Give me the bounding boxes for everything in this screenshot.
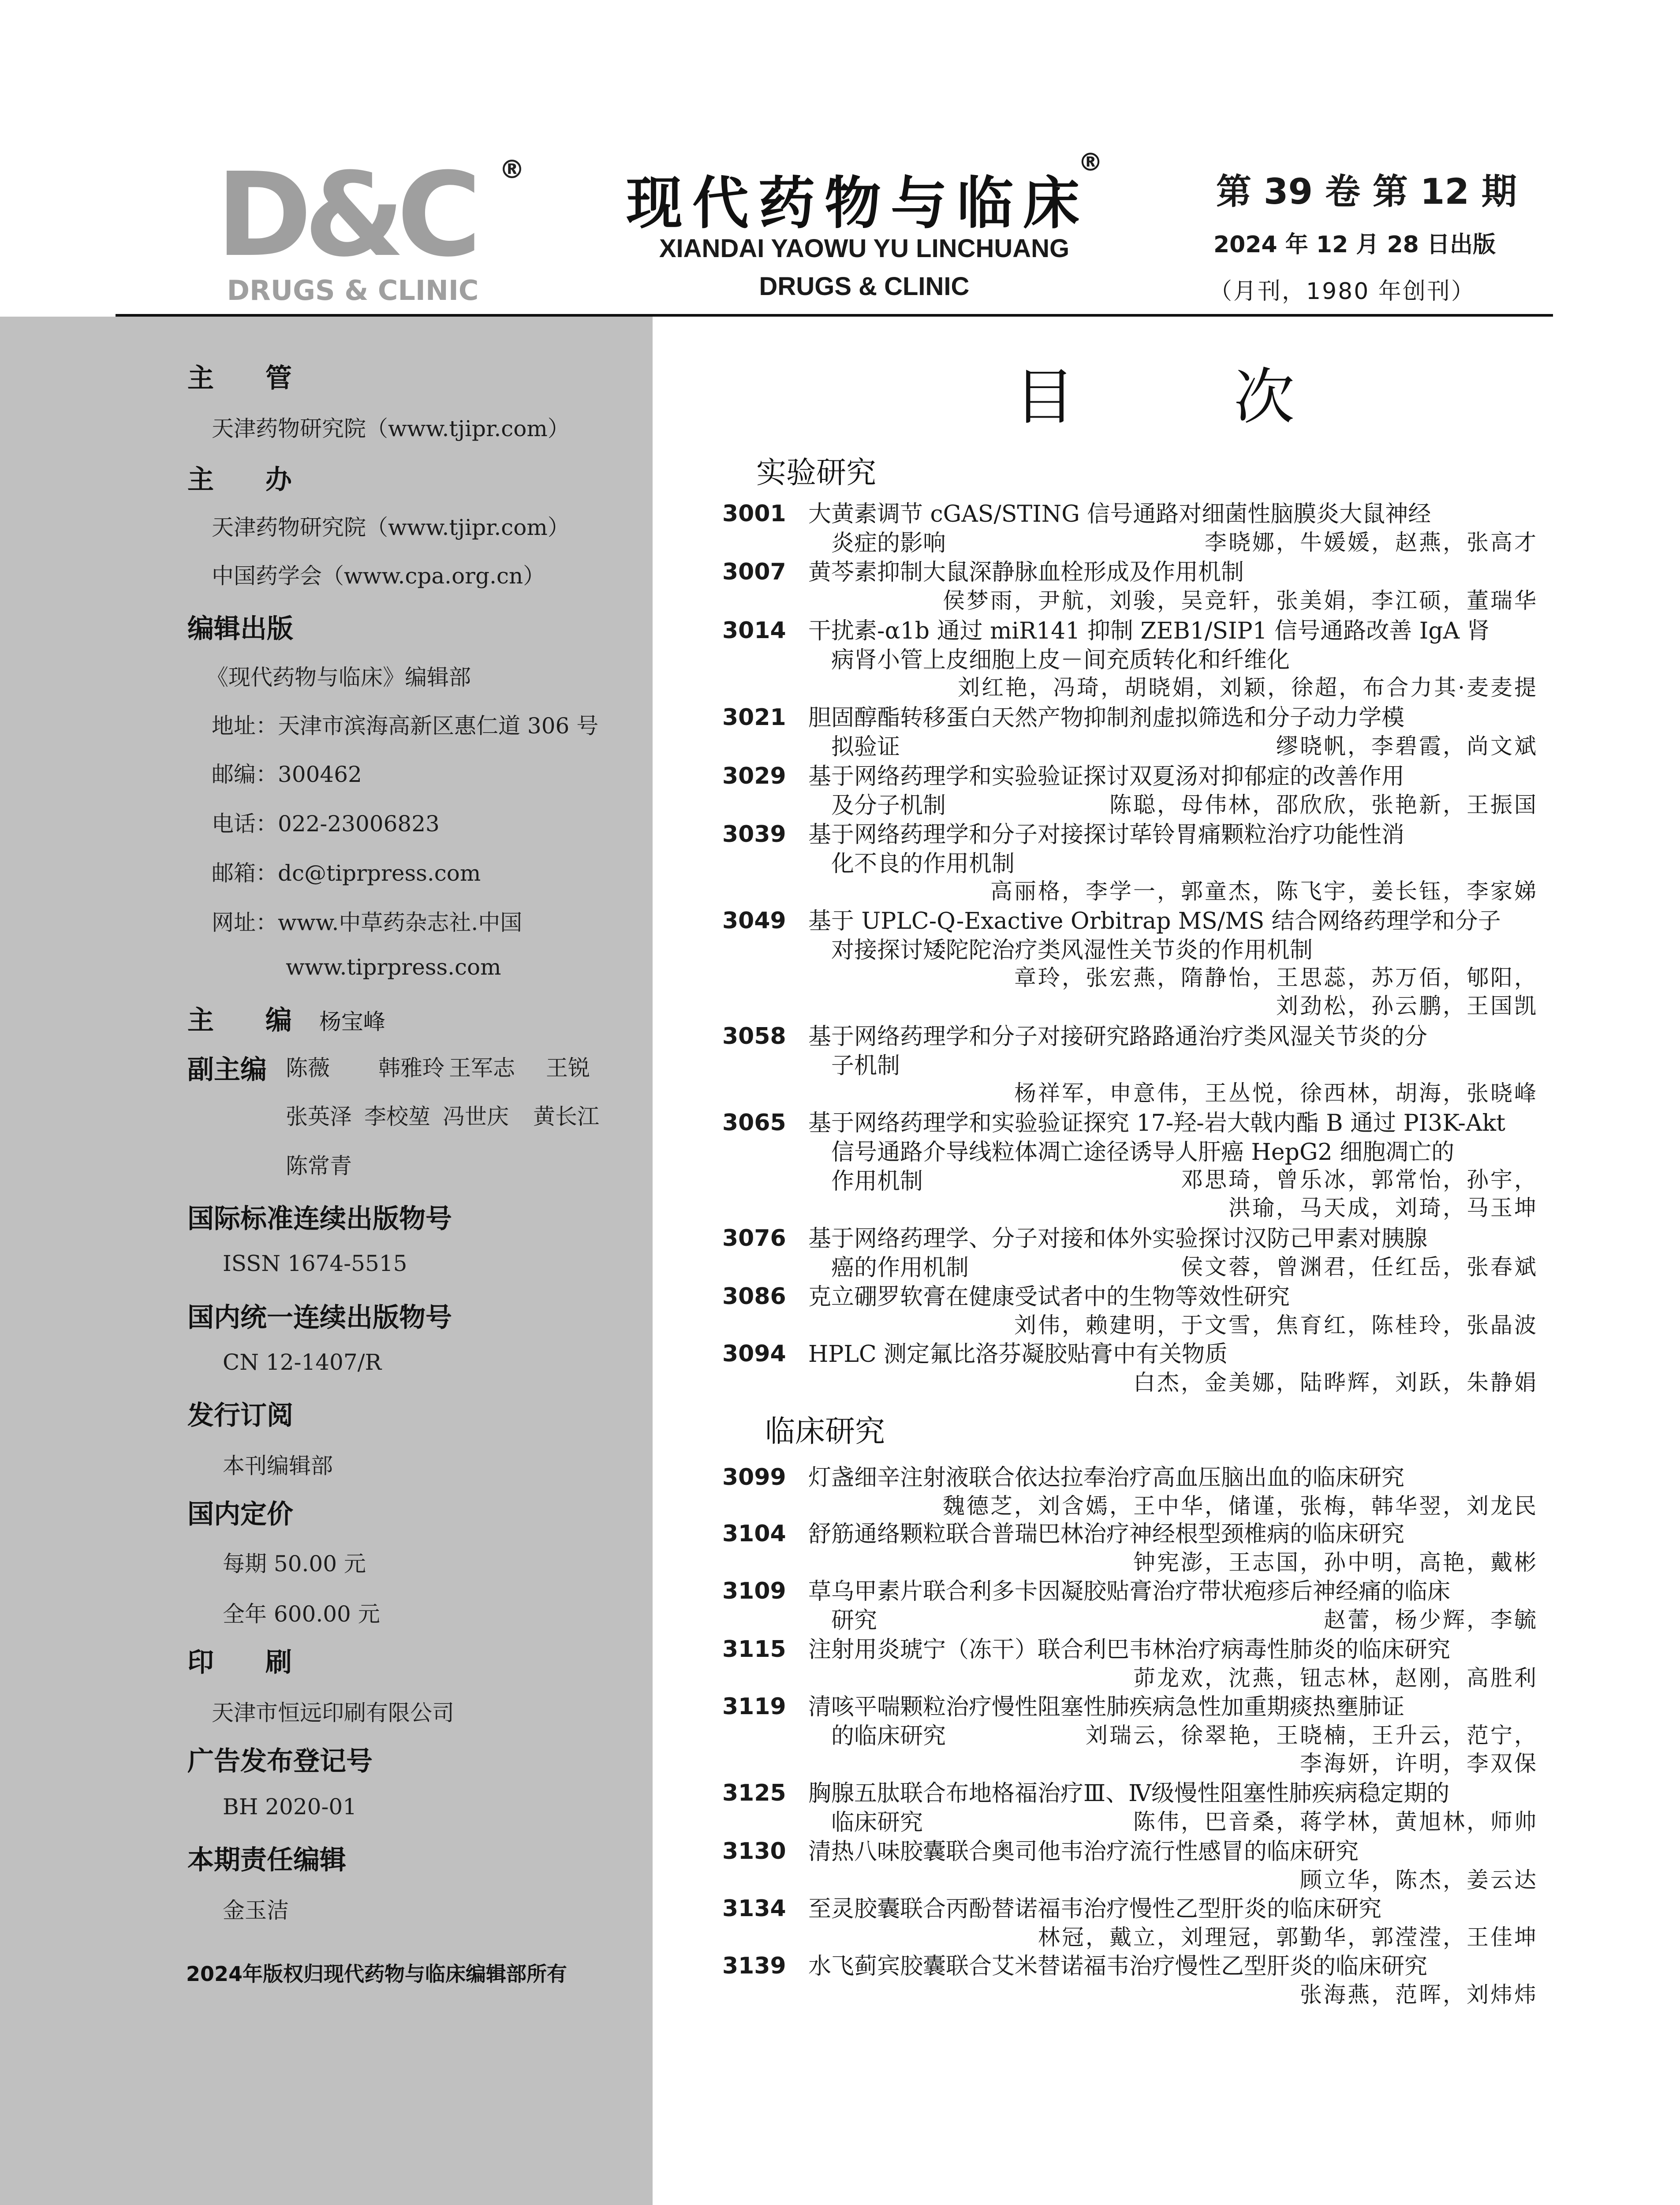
article-authors: 洪瑜，马天成，刘琦，马玉坤 — [1228, 1195, 1538, 1221]
article-authors: 刘红艳，冯琦，胡晓娟，刘颖，徐超，布合力其·麦麦提 — [958, 675, 1538, 700]
page-number: 3058 — [722, 1023, 786, 1050]
article-title: 注射用炎琥宁（冻干）联合利巴韦林治疗病毒性肺炎的临床研究 — [808, 1637, 1451, 1663]
article-title: 基于网络药理学和分子对接研究路路通治疗类风湿关节炎的分 子机制 — [808, 1024, 1428, 1079]
article-authors: 侯文蓉，曾渊君，任红岳，张春斌 — [1181, 1254, 1538, 1280]
deputy-editor: 张英泽 — [286, 1104, 352, 1129]
page-number: 3065 — [722, 1110, 786, 1136]
section-heading-experimental: 实验研究 — [756, 456, 877, 490]
article-title: 清咳平喘颗粒治疗慢性阻塞性肺疾病急性加重期痰热壅肺证 的临床研究 — [808, 1694, 1405, 1749]
responsible-editor-label: 本期责任编辑 — [187, 1845, 346, 1876]
issn-value: ISSN 1674-5515 — [223, 1251, 407, 1276]
journal-logo — [216, 148, 489, 309]
page-number: 3001 — [722, 501, 786, 527]
article-authors: 钟宪澎，王志国，孙中明，高艳，戴彬 — [1133, 1550, 1538, 1575]
page-number: 3029 — [722, 763, 786, 789]
issn-label: 国际标准连续出版物号 — [187, 1203, 452, 1234]
article-authors: 邓思琦，曾乐冰，郭常怡，孙宇， — [1181, 1167, 1538, 1192]
article-title: 水飞蓟宾胶囊联合艾米替诺福韦治疗慢性乙型肝炎的临床研究 — [808, 1953, 1428, 1980]
article-authors: 杨祥军，申意伟，王丛悦，徐西林，胡海，张晓峰 — [1014, 1080, 1538, 1106]
deputy-editor: 李校堃 — [364, 1104, 430, 1129]
sponsor-2: 中国药学会（www.cpa.org.cn） — [212, 563, 545, 589]
article-title: 胆固醇酯转移蛋白天然产物抑制剂虚拟筛选和分子动力学模 拟验证 — [808, 705, 1405, 760]
page-number: 3086 — [722, 1283, 786, 1310]
article-authors: 赵蕾，杨少辉，李毓 — [1324, 1607, 1538, 1633]
price-label: 国内定价 — [187, 1499, 293, 1530]
article-title: 基于网络药理学和实验验证探究 17-羟-岩大戟内酯 B 通过 PI3K-Akt 信号通路介导线粒体凋亡途径诱导人肝癌 HepG2 细胞凋亡的 作用机制 — [808, 1110, 1505, 1195]
chief-editor-name: 杨宝峰 — [319, 1009, 385, 1035]
article-title: 克立硼罗软膏在健康受试者中的生物等效性研究 — [808, 1284, 1290, 1310]
article-title: 基于网络药理学、分子对接和体外实验探讨汉防己甲素对胰腺 癌的作用机制 — [808, 1226, 1428, 1281]
article-authors: 李海妍，许明，李双保 — [1300, 1751, 1538, 1776]
page-number: 3139 — [722, 1953, 786, 1979]
deputy-editor: 黄长江 — [533, 1104, 599, 1129]
supervisor-label: 主 管 — [187, 363, 313, 394]
deputy-editor: 陈常青 — [286, 1153, 352, 1179]
article-title: 基于网络药理学和实验验证探讨双夏汤对抑郁症的改善作用 及分子机制 — [808, 763, 1405, 819]
editing-address: 地址：天津市滨海高新区惠仁道 306 号 — [212, 713, 599, 739]
page-number: 3007 — [722, 559, 786, 585]
chief-editor-label: 主 编 — [187, 1005, 313, 1036]
article-title: 基于网络药理学和分子对接探讨荜铃胃痛颗粒治疗功能性消 化不良的作用机制 — [808, 822, 1405, 877]
sponsor-1: 天津药物研究院（www.tjipr.com） — [212, 515, 570, 540]
ad-license-label: 广告发布登记号 — [187, 1746, 373, 1777]
article-title: HPLC 测定氟比洛芬凝胶贴膏中有关物质 — [808, 1341, 1228, 1368]
publication-date: 2024 年 12 月 28 日出版 — [1213, 232, 1496, 258]
page-number: 3076 — [722, 1225, 786, 1252]
printing-label: 印 刷 — [187, 1647, 313, 1678]
distribution-label: 发行订阅 — [187, 1400, 293, 1431]
page-number: 3021 — [722, 704, 786, 731]
ad-license-value: BH 2020-01 — [223, 1794, 357, 1820]
article-authors: 顾立华，陈杰，姜云达 — [1300, 1867, 1538, 1893]
founded-note: （月刊，1980 年创刊） — [1209, 278, 1475, 305]
deputy-editor: 陈薇 — [286, 1055, 330, 1081]
editing-postcode: 邮编：300462 — [212, 762, 362, 787]
article-title: 干扰素-α1b 通过 miR141 抑制 ZEB1/SIP1 信号通路改善 IgA 肾 病肾小管上皮细胞上皮－间充质转化和纤维化 — [808, 618, 1490, 673]
article-authors: 魏德芝，刘含嫣，王中华，储谨，张梅，韩华翌，刘龙民 — [943, 1493, 1538, 1519]
article-authors: 陈伟，巴音桑，蒋学林，黄旭林，师帅 — [1133, 1809, 1538, 1835]
cn-value: CN 12-1407/R — [223, 1349, 382, 1375]
journal-title-pinyin: XIANDAI YAOWU YU LINCHUANG — [659, 234, 1070, 263]
editing-label: 编辑出版 — [187, 613, 293, 644]
editing-website-1: 网址：www.中草药杂志社.中国 — [212, 910, 523, 935]
article-authors: 李晓娜，牛媛媛，赵燕，张高才 — [1205, 530, 1538, 555]
page-number: 3014 — [722, 617, 786, 644]
article-title: 至灵胶囊联合丙酚替诺福韦治疗慢性乙型肝炎的临床研究 — [808, 1896, 1382, 1922]
toc-title: 目次 — [1014, 362, 1453, 433]
sponsor-label: 主 办 — [187, 464, 313, 495]
article-authors: 白杰，金美娜，陆晔辉，刘跃，朱静娟 — [1133, 1370, 1538, 1395]
logo-mark: D&C — [216, 148, 474, 282]
page-number: 3049 — [722, 908, 786, 934]
page-number: 3119 — [722, 1693, 786, 1720]
page-number: 3099 — [722, 1464, 786, 1491]
page-number: 3134 — [722, 1895, 786, 1922]
title-registered-mark: ® — [1078, 148, 1103, 177]
article-authors: 茆龙欢，沈燕，钮志林，赵刚，高胜利 — [1133, 1665, 1538, 1691]
cn-label: 国内统一连续出版物号 — [187, 1302, 452, 1333]
editing-website-2: www.tiprpress.com — [286, 954, 501, 980]
deputy-editor: 王军志 — [449, 1055, 515, 1081]
page-number: 3125 — [722, 1780, 786, 1806]
deputy-editor: 王锐 — [546, 1055, 590, 1081]
article-authors: 刘劲松，孙云鹏，王国凯 — [1276, 993, 1538, 1019]
article-authors: 陈聪，母伟林，邵欣欣，张艳新，王振国 — [1109, 792, 1538, 818]
article-title: 基于 UPLC-Q-Exactive Orbitrap MS/MS 结合网络药理学和分子 对接探讨矮陀陀治疗类风湿性关节炎的作用机制 — [808, 908, 1501, 964]
page-number: 3115 — [722, 1636, 786, 1663]
journal-title-en: DRUGS & CLINIC — [759, 272, 970, 301]
logo-subtitle: DRUGS & CLINIC — [227, 274, 479, 306]
article-authors: 张海燕，范晖，刘炜炜 — [1300, 1982, 1538, 2007]
deputy-editor: 冯世庆 — [443, 1104, 509, 1129]
page-number: 3130 — [722, 1838, 786, 1865]
deputy-editors-row-3 — [286, 1148, 352, 1180]
deputy-editor: 韩雅玲 — [378, 1055, 444, 1081]
deputy-editors-row-1 — [286, 1050, 590, 1082]
article-authors: 侯梦雨，尹航，刘骏，吴竞轩，张美娟，李江硕，董瑞华 — [943, 588, 1538, 613]
page-number: 3109 — [722, 1578, 786, 1604]
editing-office: 《现代药物与临床》编辑部 — [206, 665, 471, 690]
copyright-notice: 2024年版权归现代药物与临床编辑部所有 — [186, 1962, 567, 1986]
deputy-editor-label: 副主编 — [187, 1054, 267, 1085]
editing-phone: 电话：022-23006823 — [212, 811, 440, 837]
page-number: 3104 — [722, 1521, 786, 1547]
supervisor-value: 天津药物研究院（www.tjipr.com） — [212, 416, 570, 441]
article-authors: 林冠，戴立，刘理冠，郭勤华，郭滢滢，王佳坤 — [1038, 1925, 1538, 1950]
price-per-issue: 每期 50.00 元 — [223, 1551, 366, 1577]
article-authors: 刘瑞云，徐翠艳，王晓楠，王升云，范宁， — [1086, 1723, 1538, 1748]
article-title: 灯盏细辛注射液联合依达拉奉治疗高血压脑出血的临床研究 — [808, 1465, 1405, 1491]
section-heading-clinical: 临床研究 — [765, 1414, 885, 1449]
volume-issue: 第 39 卷 第 12 期 — [1216, 171, 1517, 212]
distribution-value: 本刊编辑部 — [223, 1453, 333, 1479]
article-title: 大黄素调节 cGAS/STING 信号通路对细菌性脑膜炎大鼠神经 炎症的影响 — [808, 501, 1431, 557]
article-title: 草乌甲素片联合利多卡因凝胶贴膏治疗带状疱疹后神经痛的临床 研究 — [808, 1578, 1451, 1634]
article-title: 胸腺五肽联合布地格福治疗Ⅲ、Ⅳ级慢性阻塞性肺疾病稳定期的 临床研究 — [808, 1780, 1450, 1836]
deputy-editors-row-2 — [286, 1099, 599, 1131]
logo-registered-mark: ® — [499, 154, 525, 184]
price-per-year: 全年 600.00 元 — [223, 1601, 380, 1627]
article-title: 舒筋通络颗粒联合普瑞巴林治疗神经根型颈椎病的临床研究 — [808, 1521, 1405, 1547]
article-authors: 高丽格，李学一，郭童杰，陈飞宇，姜长钰，李家娣 — [990, 878, 1538, 904]
editing-email: 邮箱：dc@tiprpress.com — [212, 860, 481, 886]
article-title: 清热八味胶囊联合奥司他韦治疗流行性感冒的临床研究 — [808, 1839, 1359, 1865]
chief-editor-row — [187, 999, 385, 1037]
journal-title-cn: 现代药物与临床 — [626, 170, 1090, 236]
article-authors: 刘伟，赖建明，于文雪，焦育红，陈桂玲，张晶波 — [1014, 1312, 1538, 1338]
page-number: 3094 — [722, 1341, 786, 1367]
responsible-editor-value: 金玉洁 — [223, 1898, 289, 1923]
article-title: 黄芩素抑制大鼠深静脉血栓形成及作用机制 — [808, 559, 1244, 586]
deputy-editor-row — [187, 1049, 267, 1087]
printing-value: 天津市恒远印刷有限公司 — [212, 1700, 454, 1726]
article-authors: 章玲，张宏燕，隋静怡，王思蕊，苏万佰，郇阳， — [1014, 965, 1538, 990]
page-number: 3039 — [722, 821, 786, 848]
article-authors: 缪晓帆，李碧霞，尚文斌 — [1276, 733, 1538, 759]
